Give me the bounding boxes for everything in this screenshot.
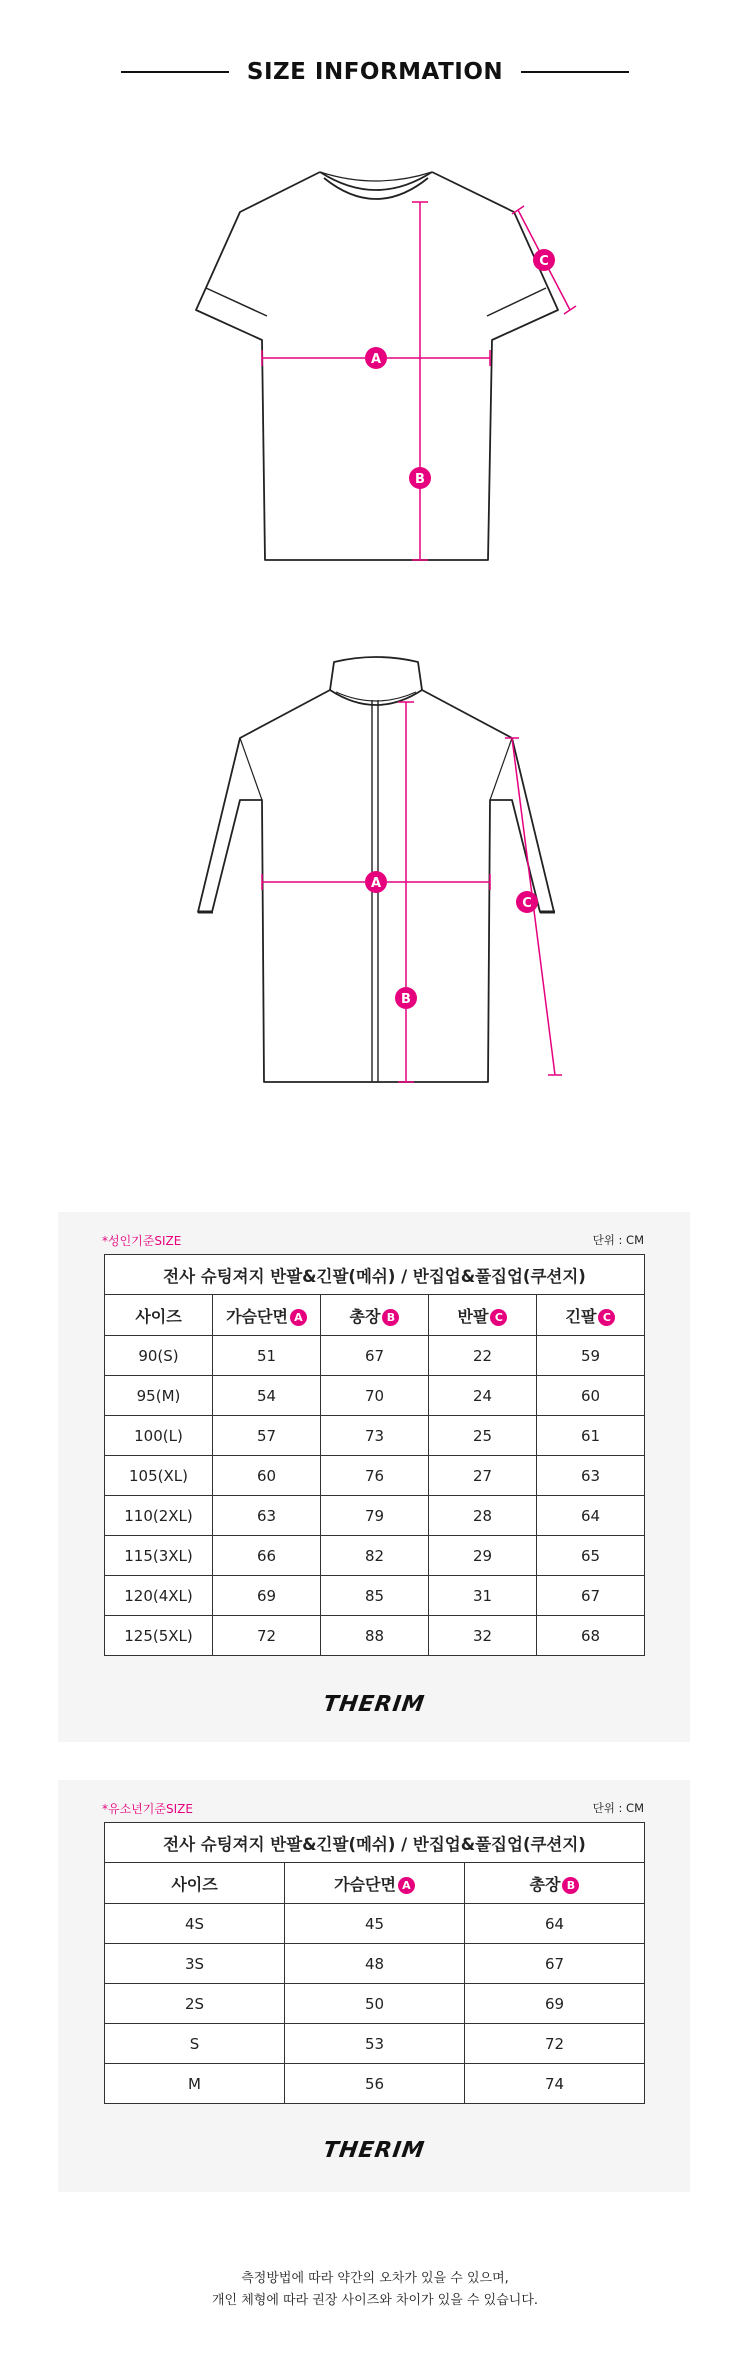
table-cell: 28 bbox=[429, 1496, 537, 1536]
table-cell: 57 bbox=[213, 1416, 321, 1456]
table-row bbox=[105, 1336, 645, 1376]
table-cell: 72 bbox=[213, 1616, 321, 1656]
table-cell: 79 bbox=[321, 1496, 429, 1536]
short-sleeve-diagram bbox=[0, 160, 750, 580]
marker-b-label-2: B bbox=[401, 992, 411, 1007]
adult-header-length: 총장 B bbox=[321, 1295, 429, 1336]
table-row bbox=[105, 1616, 645, 1656]
table-cell: 66 bbox=[213, 1536, 321, 1576]
marker-a-circle bbox=[365, 347, 387, 369]
table-cell: 65 bbox=[537, 1536, 645, 1576]
youth-unit-label: 단위 : CM bbox=[592, 1801, 644, 1815]
heading-line-left bbox=[121, 71, 229, 73]
table-cell: 56 bbox=[285, 2064, 465, 2104]
table-cell: 50 bbox=[285, 1984, 465, 2024]
marker-a-label-2: A bbox=[370, 876, 382, 891]
table-cell: 29 bbox=[429, 1536, 537, 1576]
table-cell: 22 bbox=[429, 1336, 537, 1376]
table-cell: 110(2XL) bbox=[105, 1496, 213, 1536]
table-cell: 48 bbox=[285, 1944, 465, 1984]
adult-header-size: 사이즈 bbox=[105, 1295, 213, 1336]
table-row bbox=[105, 1944, 645, 1984]
table-row bbox=[105, 1496, 645, 1536]
youth-header-size: 사이즈 bbox=[105, 1863, 285, 1904]
section-heading bbox=[0, 52, 750, 92]
table-cell: 82 bbox=[321, 1536, 429, 1576]
notice-line-1: 측정방법에 따라 약간의 오차가 있을 수 있으며, bbox=[241, 2271, 509, 2286]
table-cell: 60 bbox=[213, 1456, 321, 1496]
table-cell: 67 bbox=[537, 1576, 645, 1616]
table-cell: 105(XL) bbox=[105, 1456, 213, 1496]
table-cell: 31 bbox=[429, 1576, 537, 1616]
adult-table-body bbox=[105, 1336, 645, 1656]
table-cell: 100(L) bbox=[105, 1416, 213, 1456]
therim-logo-youth: THERIM bbox=[321, 2138, 427, 2163]
marker-c-label-2: C bbox=[522, 896, 532, 911]
table-cell: M bbox=[105, 2064, 285, 2104]
table-cell: 70 bbox=[321, 1376, 429, 1416]
heading-line-right bbox=[521, 71, 629, 73]
table-cell: 3S bbox=[105, 1944, 285, 1984]
table-cell: 24 bbox=[429, 1376, 537, 1416]
youth-table-body bbox=[105, 1904, 645, 2104]
table-row bbox=[105, 1904, 645, 1944]
youth-size-panel bbox=[58, 1780, 690, 2192]
table-cell: 85 bbox=[321, 1576, 429, 1616]
table-cell: 53 bbox=[285, 2024, 465, 2064]
table-cell: 88 bbox=[321, 1616, 429, 1656]
youth-header-chest: 가슴단면 A bbox=[285, 1863, 465, 1904]
table-cell: 54 bbox=[213, 1376, 321, 1416]
table-cell: 69 bbox=[213, 1576, 321, 1616]
youth-size-note: *유소년기준SIZE bbox=[102, 1802, 193, 1816]
table-cell: 125(5XL) bbox=[105, 1616, 213, 1656]
table-cell: 72 bbox=[465, 2024, 645, 2064]
adult-header-row bbox=[105, 1295, 645, 1336]
table-row bbox=[105, 2024, 645, 2064]
adult-header-long-sleeve: 긴팔 C bbox=[537, 1295, 645, 1336]
page-title: SIZE INFORMATION bbox=[246, 59, 504, 85]
adult-size-panel bbox=[58, 1212, 690, 1742]
table-cell: 59 bbox=[537, 1336, 645, 1376]
table-cell: 64 bbox=[537, 1496, 645, 1536]
youth-header-row bbox=[105, 1863, 645, 1904]
table-cell: 45 bbox=[285, 1904, 465, 1944]
table-row bbox=[105, 1984, 645, 2024]
youth-table-title: 전사 슈팅져지 반팔&긴팔(메쉬) / 반집업&풀집업(쿠션지) bbox=[105, 1823, 645, 1863]
measurement-notice bbox=[0, 2268, 750, 2312]
adult-size-table bbox=[104, 1254, 645, 1656]
table-cell: 64 bbox=[465, 1904, 645, 1944]
table-cell: 60 bbox=[537, 1376, 645, 1416]
adult-header-chest: 가슴단면 A bbox=[213, 1295, 321, 1336]
table-row bbox=[105, 1416, 645, 1456]
adult-header-short-sleeve: 반팔 C bbox=[429, 1295, 537, 1336]
therim-logo: THERIM bbox=[321, 1692, 427, 1717]
table-cell: 25 bbox=[429, 1416, 537, 1456]
table-cell: 63 bbox=[213, 1496, 321, 1536]
marker-c-label: C bbox=[539, 254, 549, 269]
table-row bbox=[105, 1576, 645, 1616]
long-sleeve-diagram bbox=[0, 650, 750, 1090]
table-cell: 32 bbox=[429, 1616, 537, 1656]
table-cell: 67 bbox=[321, 1336, 429, 1376]
table-cell: 76 bbox=[321, 1456, 429, 1496]
table-cell: 4S bbox=[105, 1904, 285, 1944]
table-cell: 63 bbox=[537, 1456, 645, 1496]
table-cell: 67 bbox=[465, 1944, 645, 1984]
table-cell: 74 bbox=[465, 2064, 645, 2104]
youth-header-length: 총장 B bbox=[465, 1863, 645, 1904]
table-cell: 51 bbox=[213, 1336, 321, 1376]
table-row bbox=[105, 1456, 645, 1496]
table-cell: 2S bbox=[105, 1984, 285, 2024]
table-cell: 73 bbox=[321, 1416, 429, 1456]
table-cell: 120(4XL) bbox=[105, 1576, 213, 1616]
table-row bbox=[105, 1376, 645, 1416]
table-cell: 95(M) bbox=[105, 1376, 213, 1416]
adult-table-title: 전사 슈팅져지 반팔&긴팔(메쉬) / 반집업&풀집업(쿠션지) bbox=[105, 1255, 645, 1295]
table-row bbox=[105, 1536, 645, 1576]
table-cell: 115(3XL) bbox=[105, 1536, 213, 1576]
table-cell: S bbox=[105, 2024, 285, 2064]
table-row bbox=[105, 2064, 645, 2104]
table-cell: 61 bbox=[537, 1416, 645, 1456]
marker-b-label: B bbox=[415, 472, 425, 487]
table-cell: 90(S) bbox=[105, 1336, 213, 1376]
adult-size-note: *성인기준SIZE bbox=[102, 1234, 182, 1248]
notice-line-2: 개인 체형에 따라 권장 사이즈와 차이가 있을 수 있습니다. bbox=[211, 2293, 539, 2308]
marker-a-label: A bbox=[370, 352, 382, 367]
table-cell: 27 bbox=[429, 1456, 537, 1496]
table-cell: 69 bbox=[465, 1984, 645, 2024]
adult-unit-label: 단위 : CM bbox=[592, 1233, 644, 1247]
table-cell: 68 bbox=[537, 1616, 645, 1656]
youth-size-table bbox=[104, 1822, 645, 2104]
